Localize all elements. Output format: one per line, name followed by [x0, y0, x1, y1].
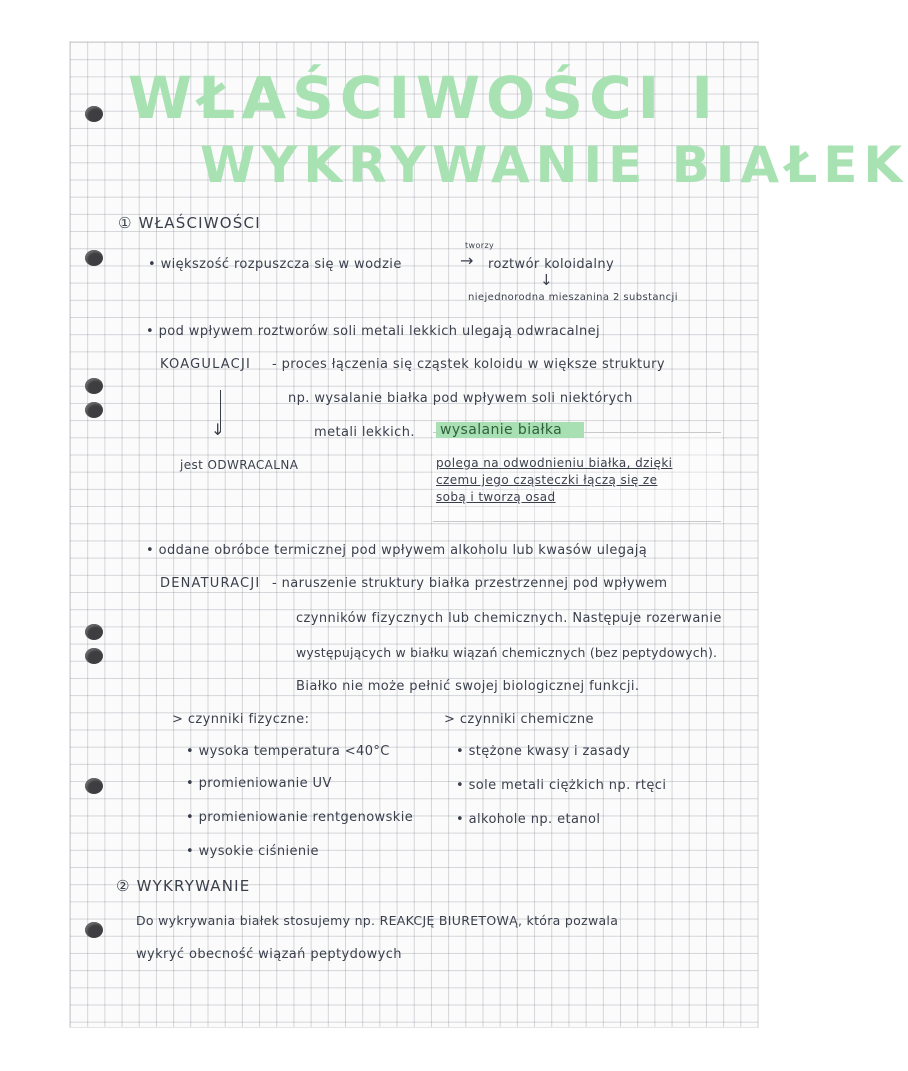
physical-factor-item: • wysokie ciśnienie [186, 844, 319, 859]
box-line-3: sobą i tworzą osad [436, 490, 556, 504]
arrow-label: tworzy [465, 241, 495, 250]
box-line-1: polega na odwodnieniu białka, dzięki [436, 456, 673, 470]
physical-factor-item: • promieniowanie rentgenowskie [186, 810, 414, 825]
binder-hole [85, 624, 103, 640]
down-arrow-icon: ↓ [211, 420, 225, 439]
colloid-result: roztwór koloidalny [488, 257, 615, 272]
bullet-denaturation: • oddane obróbce termicznej pod wpływem alkoholu lub kwasów ulegają [146, 543, 648, 558]
reversible-note: jest ODWRACALNA [180, 458, 299, 472]
binder-hole [85, 648, 103, 664]
right-arrow-icon: → [460, 251, 474, 270]
coagulation-def-3: metali lekkich. [314, 425, 415, 440]
bullet-solubility: • większość rozpuszcza się w wodzie [148, 257, 402, 272]
section-heading-detection: ② WYKRYWANIE [116, 877, 251, 895]
binder-hole [85, 106, 103, 122]
box-line-2: czemu jego cząsteczki łączą się ze [436, 473, 658, 487]
binder-hole [85, 250, 103, 266]
detection-line-1: Do wykrywania białek stosujemy np. REAKCJĘ BIURETOWĄ, która pozwala [136, 913, 619, 928]
chemical-factor-item: • stężone kwasy i zasady [456, 744, 631, 759]
physical-factor-item: • wysoka temperatura <40°C [186, 744, 390, 759]
page-title-line2: WYKRYWANIE BIAŁEK [200, 136, 908, 194]
chemical-factors-heading: > czynniki chemiczne [444, 712, 594, 727]
detection-line-2: wykryć obecność wiązań peptydowych [136, 947, 402, 962]
chemical-factor-item: • alkohole np. etanol [456, 812, 601, 827]
chemical-factor-item: • sole metali ciężkich np. rtęci [456, 778, 667, 793]
term-denaturation: DENATURACJI [160, 576, 261, 591]
physical-factor-item: • promieniowanie UV [186, 776, 332, 791]
denaturation-def-3: występujących w białku wiązań chemicznych (bez peptydowych). [296, 645, 718, 660]
down-arrow-icon: ↓ [540, 271, 553, 289]
colloid-note: niejednorodna mieszanina 2 substancji [468, 292, 678, 303]
binder-hole [85, 402, 103, 418]
denaturation-def-1: - naruszenie struktury białka przestrzennej pod wpływem [272, 576, 668, 591]
coagulation-def-1: - proces łączenia się cząstek koloidu w większe struktury [272, 357, 665, 372]
highlight-term: wysalanie białka [440, 422, 563, 438]
binder-hole [85, 378, 103, 394]
binder-hole [85, 778, 103, 794]
coagulation-def-2: np. wysalanie białka pod wpływem soli niektórych [288, 391, 633, 406]
physical-factors-heading: > czynniki fizyczne: [172, 712, 310, 727]
term-coagulation: KOAGULACJI [160, 357, 252, 372]
page-title-line1: WŁAŚCIWOŚCI I [128, 64, 719, 132]
denaturation-def-2: czynników fizycznych lub chemicznych. Następuje rozerwanie [296, 611, 722, 626]
bullet-coagulation: • pod wpływem roztworów soli metali lekkich ulegają odwracalnej [146, 324, 601, 339]
binder-hole [85, 922, 103, 938]
denaturation-def-4: Białko nie może pełnić swojej biologicznej funkcji. [296, 679, 640, 694]
section-heading-properties: ① WŁAŚCIWOŚCI [118, 214, 261, 232]
